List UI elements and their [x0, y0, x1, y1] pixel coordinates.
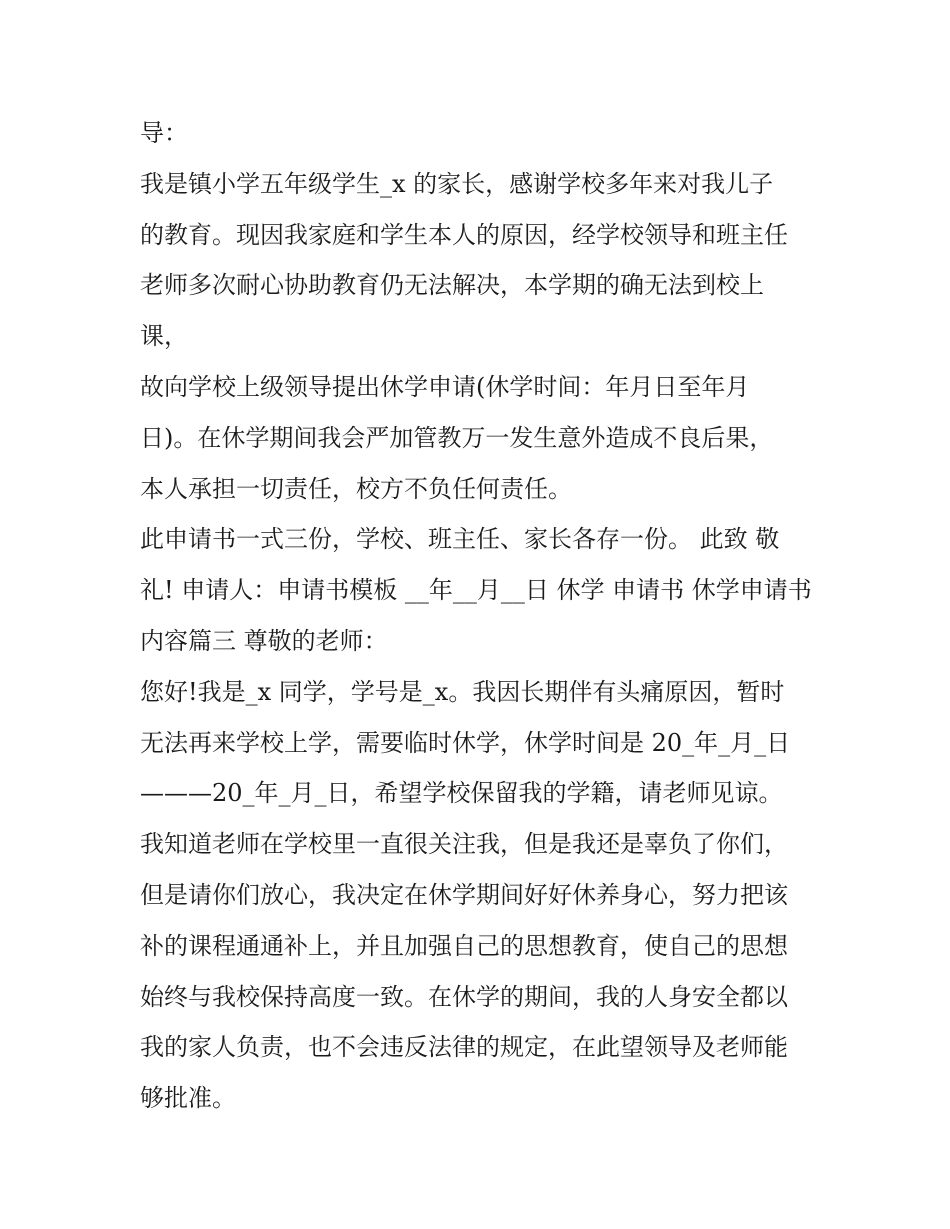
text-line: 您好!我是_x 同学，学号是_x。我因长期伴有头痛原因，暂时 — [140, 677, 785, 706]
text-line: 此申请书一式三份，学校、班主任、家长各存一份。 此致 敬 — [140, 525, 780, 554]
text-line: ———20_年_月_日，希望学校保留我的学籍，请老师见谅。 — [140, 779, 783, 808]
text-line: 礼! 申请人：申请书模板 __年__月__日 休学 申请书 休学申请书 — [140, 576, 812, 605]
text-line: 够批准。 — [140, 1084, 236, 1113]
text-line: 老师多次耐心协助教育仍无法解决，本学期的确无法到校上 — [140, 271, 764, 300]
text-line: 补的课程通通补上，并且加强自己的思想教育，使自己的思想 — [140, 931, 788, 960]
text-line: 但是请你们放心，我决定在休学期间好好休养身心，努力把该 — [140, 880, 788, 909]
text-line: 的教育。现因我家庭和学生本人的原因，经学校领导和班主任 — [140, 220, 788, 249]
text-line: 故向学校上级领导提出休学申请(休学时间：年月日至年月 — [140, 372, 750, 401]
text-line: 导： — [140, 119, 188, 147]
text-line: 日)。在休学期间我会严加管教万一发生意外造成不良后果， — [140, 423, 774, 452]
letter-body — [140, 108, 830, 1124]
text-line: 我知道老师在学校里一直很关注我，但是我还是辜负了你们， — [140, 830, 788, 859]
text-line: 我是镇小学五年级学生_x 的家长，感谢学校多年来对我儿子 — [140, 169, 774, 198]
text-line: 本人承担一切责任，校方不负任何责任。 — [140, 474, 572, 503]
text-line: 课， — [140, 322, 188, 351]
text-line: 无法再来学校上学，需要临时休学，休学时间是 20_年_月_日 — [140, 728, 791, 757]
text-line: 始终与我校保持高度一致。在休学的期间，我的人身安全都以 — [140, 982, 788, 1011]
text-line: 我的家人负责，也不会违反法律的规定，在此望领导及老师能 — [140, 1033, 788, 1062]
text-line: 内容篇三 尊敬的老师： — [140, 626, 388, 655]
